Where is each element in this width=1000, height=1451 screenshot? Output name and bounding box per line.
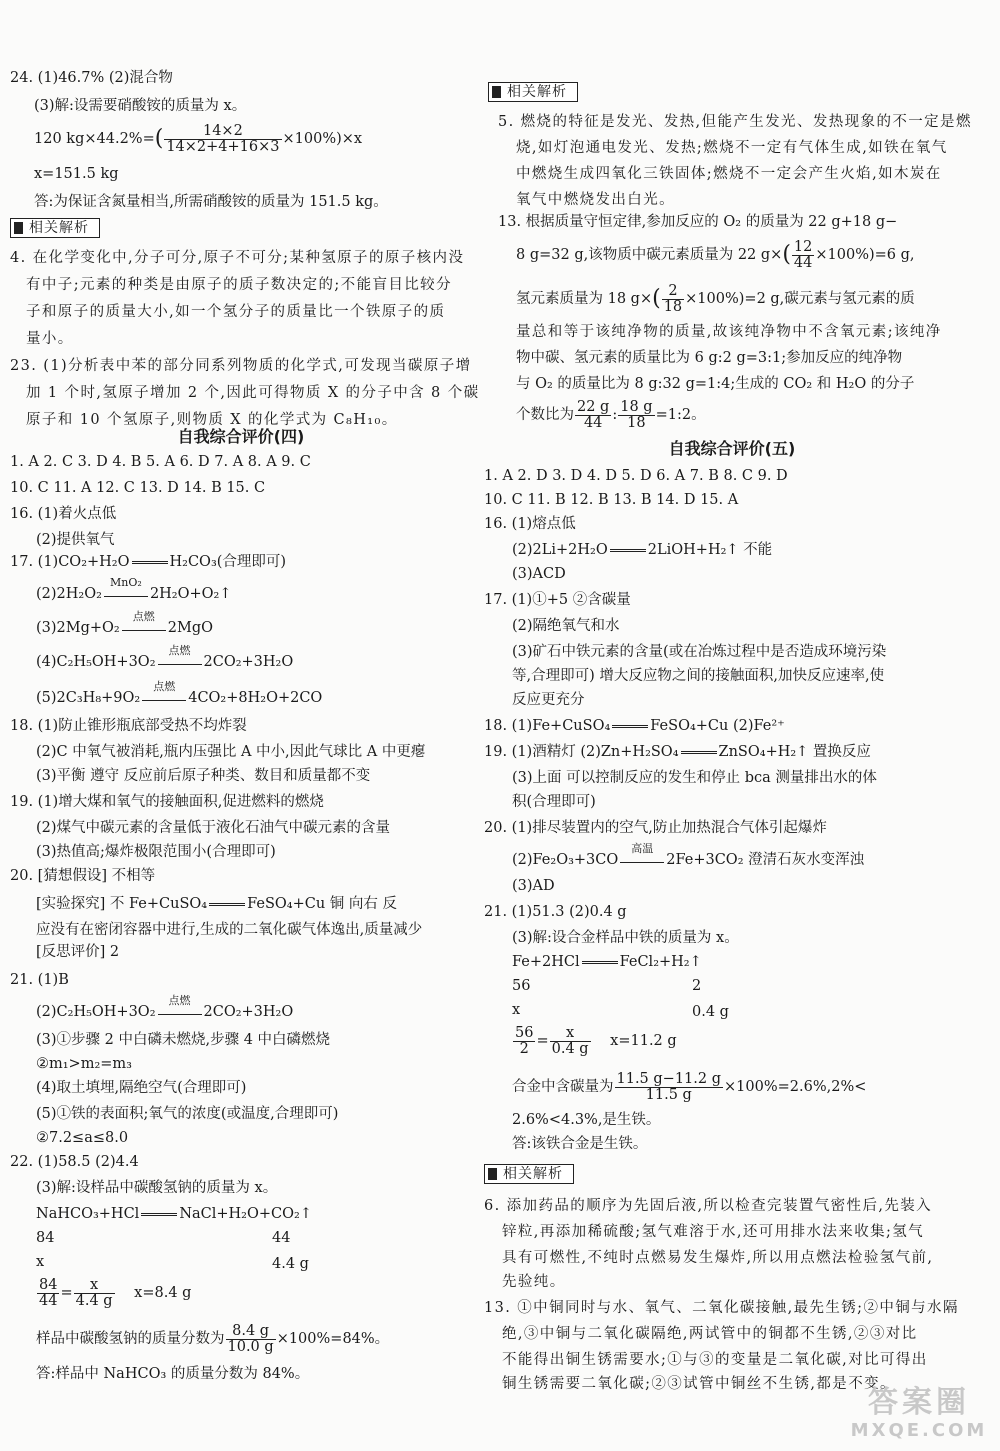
analysis4-line2: 有中子;元素的种类是由原子的质子数决定的;不能盲目比较分 xyxy=(26,277,452,293)
related-analysis-header: 相关解析 xyxy=(10,218,100,238)
s5-choices-line2: 10. C 11. B 12. B 13. B 14. D 15. A xyxy=(484,492,739,508)
s5-q17-line5: 反应更充分 xyxy=(512,692,585,708)
analysis13-line3: 氢元素质量为 18 g×( $\frac{2}{18}$ ×100%)=2 g,碳元素与氢元素的质 xyxy=(516,282,915,315)
analysis13b-line4: 铜生锈需要二氧化碳;②③试管中铜丝不生锈,都是不变。 xyxy=(502,1376,896,1392)
analysis13-line7: 个数比为 $\frac{22 g}{44}$ : $\frac{18 g}{18}$ =1:2。 xyxy=(516,398,706,431)
section-title-5: 自我综合评价(五) xyxy=(668,439,796,458)
analysis4-line1: 4. 在化学变化中,分子可分,原子不可分;某种氢原子的原子核内没 xyxy=(10,250,465,266)
s5-q16-line2: (2)2Li+2H₂O 2LiOH+H₂↑ 不能 xyxy=(512,542,773,558)
s5-q16-line1: 16. (1)熔点低 xyxy=(484,516,576,532)
section-title-4: 自我综合评价(四) xyxy=(177,427,305,446)
analysis6-line1: 6. 添加药品的顺序为先固后液,所以检查完装置气密性后,先装入 xyxy=(484,1198,933,1214)
s5-q21-carbon-line: 合金中含碳量为 $\frac{11.5 g-11.2 g}{11.5 g}$ ×100%=2.6%,2%< xyxy=(512,1070,867,1103)
analysis6-line3: 具有可燃性,不纯时点燃易发生爆炸,所以用点燃法检验氢气前, xyxy=(502,1250,934,1266)
s5-q19-line1: 19. (1)酒精灯 (2)Zn+H₂SO₄ ZnSO₄+H₂↑ 置换反应 xyxy=(484,744,871,760)
analysis23-line1: 23. (1)分析表中苯的部分同系列物质的化学式,可发现当碳原子增 xyxy=(10,358,472,374)
s4-q22-line2: (3)解:设样品中碳酸氢钠的质量为 x。 xyxy=(36,1180,278,1196)
s4-q19-line2: (2)煤气中碳元素的含量低于液化石油气中碳元素的含量 xyxy=(36,820,391,836)
s5-q20-line1: 20. (1)排尽装置内的空气,防止加热混合气体引起爆炸 xyxy=(484,820,827,836)
s4-q17-line2: (2)2H₂O₂ MnO₂ 2H₂O+O₂↑ xyxy=(36,576,232,602)
q24-line1: 24. (1)46.7% (2)混合物 xyxy=(10,70,173,86)
s5-q16-line3: (3)ACD xyxy=(512,566,566,582)
s4-q21-line7: ②7.2≤a≤8.0 xyxy=(36,1130,129,1146)
s4-q19-line3: (3)热值高;爆炸极限范围小(合理即可) xyxy=(36,844,276,860)
s5-q17-line2: (2)隔绝氧气和水 xyxy=(512,618,620,634)
s5-q21-mass-row2-right: 0.4 g xyxy=(692,1004,729,1020)
s5-q21-line8: 2.6%<4.3%,是生铁。 xyxy=(512,1112,661,1128)
analysis5-line2: 烧,如灯泡通电发光、发热;燃烧不一定有气体生成,如铁在氧气 xyxy=(516,140,948,156)
s5-q21-mass-row1-right: 2 xyxy=(692,978,702,994)
watermark-logo-text: 答案圈 xyxy=(868,1385,970,1420)
s4-q20-line3: 应没有在密闭容器中进行,生成的二氧化碳气体逸出,质量减少 xyxy=(36,922,423,938)
s5-q17-line3: (3)矿石中铁元素的含量(或在冶炼过程中是否造成环境污染 xyxy=(512,644,887,660)
s4-choices-line1: 1. A 2. C 3. D 4. B 5. A 6. D 7. A 8. A 9. C xyxy=(10,454,311,470)
s4-q19-line1: 19. (1)增大煤和氧气的接触面积,促进燃料的燃烧 xyxy=(10,794,324,810)
analysis13b-line1: 13. ①中铜同时与水、氧气、二氧化碳接触,最先生锈;②中铜与水隔 xyxy=(484,1300,959,1316)
s4-choices-line2: 10. C 11. A 12. C 13. D 14. B 15. C xyxy=(10,480,266,496)
site-watermark xyxy=(844,1385,994,1447)
watermark-url: MXQE.COM xyxy=(850,1420,988,1441)
s4-q21-line4: ②m₁>m₂=m₃ xyxy=(36,1056,132,1072)
s4-q17-line1: 17. (1)CO₂+H₂O H₂CO₃(合理即可) xyxy=(10,554,287,570)
s5-q21-line2: (3)解:设合金样品中铁的质量为 x。 xyxy=(512,930,739,946)
analysis13-line2: 8 g=32 g,该物质中碳元素质量为 22 g×( $\frac{12}{44}$ ×100%)=6 g, xyxy=(516,238,915,271)
related-analysis-header: 相关解析 xyxy=(484,1164,574,1184)
analysis4-line4: 量小。 xyxy=(26,331,74,347)
s5-q19-line2: (3)上面 可以控制反应的发生和停止 bca 测量排出水的体 xyxy=(512,770,877,786)
s5-q18-line1: 18. (1)Fe+CuSO₄ FeSO₄+Cu (2)Fe²⁺ xyxy=(484,718,785,734)
s5-q17-line4: 等,合理即可) 增大反应物之间的接触面积,加快反应速率,使 xyxy=(512,668,885,684)
s5-q20-line3: (3)AD xyxy=(512,878,555,894)
s5-q17-line1: 17. (1)①+5 ②含碳量 xyxy=(484,592,631,608)
analysis5-line1: 5. 燃烧的特征是发光、发热,但能产生发光、发热现象的不一定是燃 xyxy=(498,114,972,130)
analysis5-line3: 中燃烧生成四氧化三铁固体;燃烧不一定会产生火焰,如木炭在 xyxy=(516,166,942,182)
s4-q17-line3: (3)2Mg+O₂ 点燃 2MgO xyxy=(36,610,213,636)
q24-equation: 120 kg×44.2%=( $\frac{14\times 2}{14\times 2+4+16\times 3}$ ×100%)×x xyxy=(34,122,363,155)
s4-q18-line1: 18. (1)防止锥形瓶底部受热不均炸裂 xyxy=(10,718,247,734)
s4-q20-line1: 20. [猜想假设] 不相等 xyxy=(10,868,156,884)
s5-q21-answer: 答:该铁合金是生铁。 xyxy=(512,1136,648,1152)
s4-q21-line5: (4)取土填埋,隔绝空气(合理即可) xyxy=(36,1080,247,1096)
s5-q21-proportion: $\frac{56}{2}$ = $\frac{x}{0.4 g}$ x=11.2 g xyxy=(515,1024,677,1057)
analysis13-line1: 13. 根据质量守恒定律,参加反应的 O₂ 的质量为 22 g+18 g− xyxy=(498,214,898,230)
s4-q22-line1: 22. (1)58.5 (2)4.4 xyxy=(10,1154,139,1170)
s4-q18-line2: (2)C 中氧气被消耗,瓶内压强比 A 中小,因此气球比 A 中更瘪 xyxy=(36,744,426,760)
s4-q22-proportion: $\frac{84}{44}$ = $\frac{x}{4.4 g}$ x=8.4 g xyxy=(39,1276,192,1309)
s5-q19-line3: 积(合理即可) xyxy=(512,794,596,810)
analysis6-line4: 先验纯。 xyxy=(502,1274,566,1290)
s4-q20-line2: [实验探究] 不 Fe+CuSO₄ FeSO₄+Cu 铜 向右 反 xyxy=(36,896,398,912)
q24-line5: 答:为保证含氮量相当,所需硝酸铵的质量为 151.5 kg。 xyxy=(34,194,388,210)
s5-q21-mass-row1-left: 56 xyxy=(512,978,531,994)
analysis5-line4: 氧气中燃烧发出白光。 xyxy=(516,192,675,208)
s5-q21-mass-row2-left: x xyxy=(512,1002,521,1018)
s4-q17-line5: (5)2C₃H₈+9O₂ 点燃 4CO₂+8H₂O+2CO xyxy=(36,680,323,706)
analysis23-line2: 加 1 个时,氢原子增加 2 个,因此可得物质 X 的分子中含 8 个碳 xyxy=(26,385,480,401)
s4-q22-mass-row2-right: 4.4 g xyxy=(272,1256,309,1272)
s4-q22-line3: NaHCO₃+HCl NaCl+H₂O+CO₂↑ xyxy=(36,1206,312,1222)
s5-q21-line1: 21. (1)51.3 (2)0.4 g xyxy=(484,904,627,920)
s5-q20-line2: (2)Fe₂O₃+3CO 高温 2Fe+3CO₂ 澄清石灰水变浑浊 xyxy=(512,842,865,868)
analysis13b-line2: 绝,③中铜与二氧化碳隔绝,两试管中的铜都不生锈,②③对比 xyxy=(502,1326,918,1342)
s4-q18-line3: (3)平衡 遵守 反应前后原子种类、数目和质量都不变 xyxy=(36,768,371,784)
s5-choices-line1: 1. A 2. D 3. D 4. D 5. D 6. A 7. B 8. C 9. D xyxy=(484,468,788,484)
s4-q20-line4: [反思评价] 2 xyxy=(36,944,120,960)
analysis13-line4: 量总和等于该纯净物的质量,故该纯净物中不含氧元素;该纯净 xyxy=(516,324,942,340)
s4-q22-mass-row1-left: 84 xyxy=(36,1230,55,1246)
s5-q21-line3: Fe+2HCl FeCl₂+H₂↑ xyxy=(512,954,702,970)
analysis13-line5: 物中碳、氢元素的质量比为 6 g:2 g=3:1;参加反应的纯净物 xyxy=(516,350,903,366)
s4-q16-line2: (2)提供氧气 xyxy=(36,532,115,548)
analysis23-line3: 原子和 10 个氢原子,则物质 X 的化学式为 C₈H₁₀。 xyxy=(26,412,398,428)
s4-q22-fraction-line: 样品中碳酸氢钠的质量分数为 $\frac{8.4 g}{10.0 g}$ ×100%=84%。 xyxy=(36,1322,390,1355)
analysis4-line3: 子和原子的质量大小,如一个氢分子的质量比一个铁原子的质 xyxy=(26,304,446,320)
s4-q21-line2: (2)C₂H₅OH+3O₂ 点燃 2CO₂+3H₂O xyxy=(36,994,294,1020)
analysis13b-line3: 不能得出铜生锈需要水;①与③的变量是二氧化碳,对比可得出 xyxy=(502,1352,928,1368)
analysis13-line6: 与 O₂ 的质量比为 8 g:32 g=1:4;生成的 CO₂ 和 H₂O 的分子 xyxy=(516,376,915,392)
s4-q21-line3: (3)①步骤 2 中白磷未燃烧,步骤 4 中白磷燃烧 xyxy=(36,1032,331,1048)
s4-q22-answer: 答:样品中 NaHCO₃ 的质量分数为 84%。 xyxy=(36,1366,310,1382)
s4-q16-line1: 16. (1)着火点低 xyxy=(10,506,117,522)
s4-q22-mass-row1-right: 44 xyxy=(272,1230,291,1246)
analysis6-line2: 锌粒,再添加稀硫酸;氢气难溶于水,还可用排水法来收集;氢气 xyxy=(502,1224,925,1240)
s4-q22-mass-row2-left: x xyxy=(36,1254,45,1270)
q24-line2: (3)解:设需要硝酸铵的质量为 x。 xyxy=(34,98,247,114)
q24-fraction: $\frac{14\times 2}{14\times 2+4+16\times 3}$ xyxy=(166,122,280,155)
related-analysis-header: 相关解析 xyxy=(488,82,578,102)
s4-q21-line6: (5)①铁的表面积;氧气的浓度(或温度,合理即可) xyxy=(36,1106,339,1122)
s4-q21-line1: 21. (1)B xyxy=(10,972,69,988)
q24-line4: x=151.5 kg xyxy=(34,166,119,182)
s4-q17-line4: (4)C₂H₅OH+3O₂ 点燃 2CO₂+3H₂O xyxy=(36,644,294,670)
